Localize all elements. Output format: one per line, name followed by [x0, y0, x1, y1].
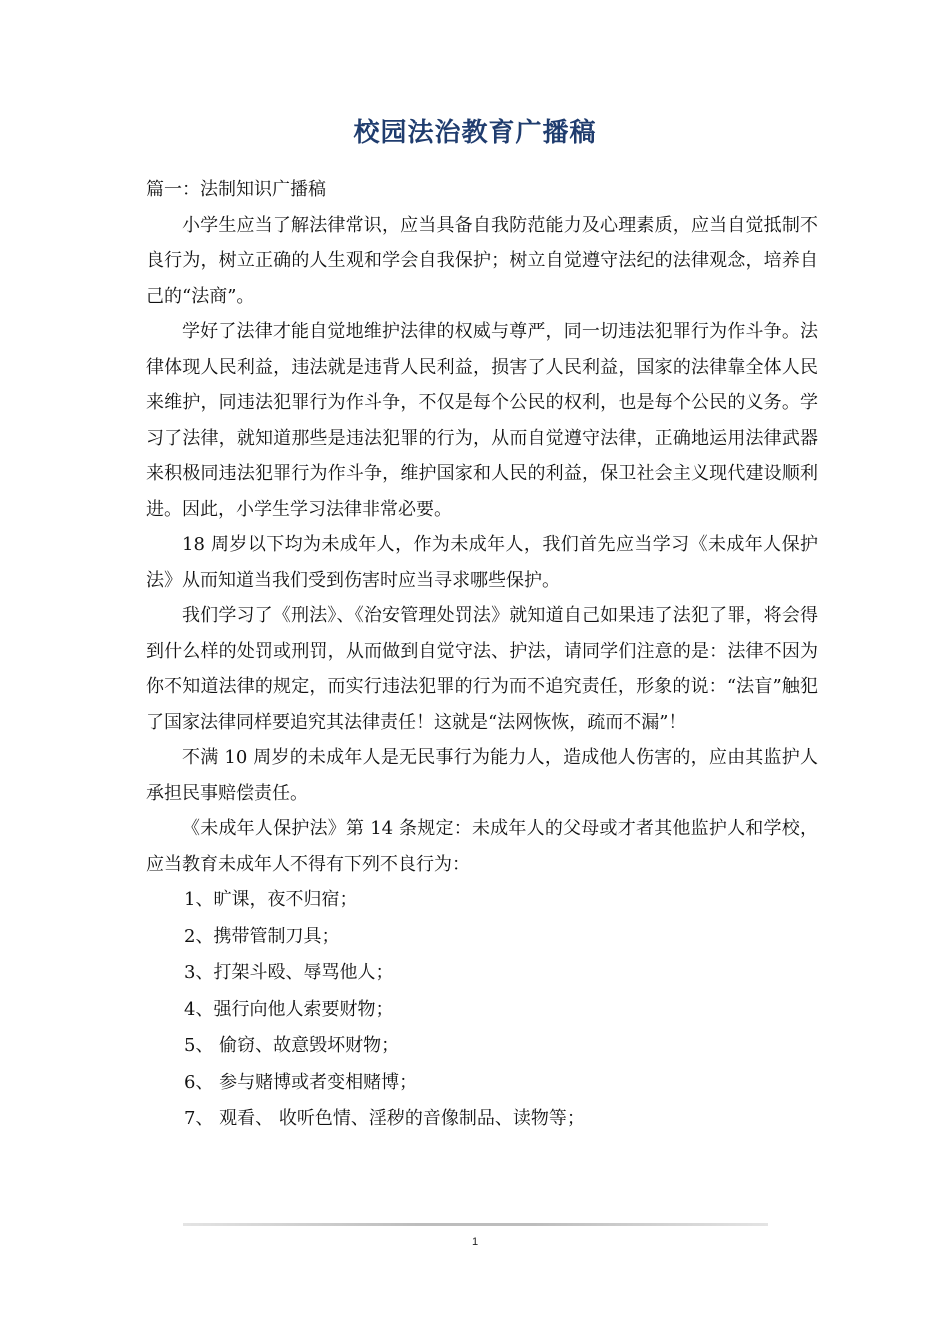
paragraph: 学好了法律才能自觉地维护法律的权威与尊严，同一切违法犯罪行为作斗争。法律体现人民利益，违法就是违背人民利益，损害了人民利益，国家的法律靠全体人民来维护，同违法犯罪行为作斗争，不仅是每个公民的权利，也是每个公民的义务。学习了法律，就知道那些是违法犯罪的行为，从而自觉遵守法律，正确地运用法律武器来积极同违法犯罪行为作斗争，维护国家和人民的利益，保卫社会主义现代建设顺利进。因此，小学生学习法律非常必要。: [146, 321, 818, 520]
page-number: 1: [471, 1236, 479, 1248]
paragraph: 不满 10 周岁的未成年人是无民事行为能力人，造成他人伤害的，应由其监护人承担民事赔偿责任。: [146, 747, 818, 804]
list-item: 6、 参与赌博或者变相赌博；: [184, 1071, 418, 1093]
list-item: 7、 观看、 收听色情、淫秽的音像制品、读物等；: [184, 1108, 585, 1129]
list-item: 2、携带管制刀具；: [184, 925, 340, 947]
document-body: [146, 172, 818, 1138]
list-item: 4、强行向他人索要财物；: [184, 998, 394, 1020]
document-title: 校园法治教育广播稿: [353, 118, 597, 148]
paragraph: 《未成年人保护法》第 14 条规定：未成年人的父母或才者其他监护人和学校，应当教育未成年人不得有下列不良行为：: [146, 818, 818, 875]
paragraph: 我们学习了《刑法》、《治安管理处罚法》就知道自己如果违了法犯了罪，将会得到什么样的处罚或刑罚，从而做到自觉守法、护法，请同学们注意的是：法律不因为你不知道法律的规定，而实行违法犯罪的行为而不追究责任，形象的说：“法盲”触犯了国家法律同样要追究其法律责任！这就是“法网恢恢，疏而不漏”！: [146, 605, 818, 733]
paragraph: 小学生应当了解法律常识，应当具备自我防范能力及心理素质，应当自觉抵制不良行为，树立正确的人生观和学会自我保护；树立自觉遵守法纪的法律观念，培养自己的“法商”。: [146, 214, 818, 307]
section-heading: 篇一：法制知识广播稿: [146, 179, 326, 200]
list-item: 3、打架斗殴、辱骂他人；: [184, 962, 394, 983]
paragraph: 18 周岁以下均为未成年人，作为未成年人，我们首先应当学习《未成年人保护法》从而知道当我们受到伤害时应当寻求哪些保护。: [146, 534, 818, 591]
list-item: 1、旷课，夜不归宿；: [184, 889, 358, 910]
footer-divider: [183, 1223, 768, 1226]
list-item: 5、 偷窃、故意毁坏财物；: [184, 1035, 400, 1056]
